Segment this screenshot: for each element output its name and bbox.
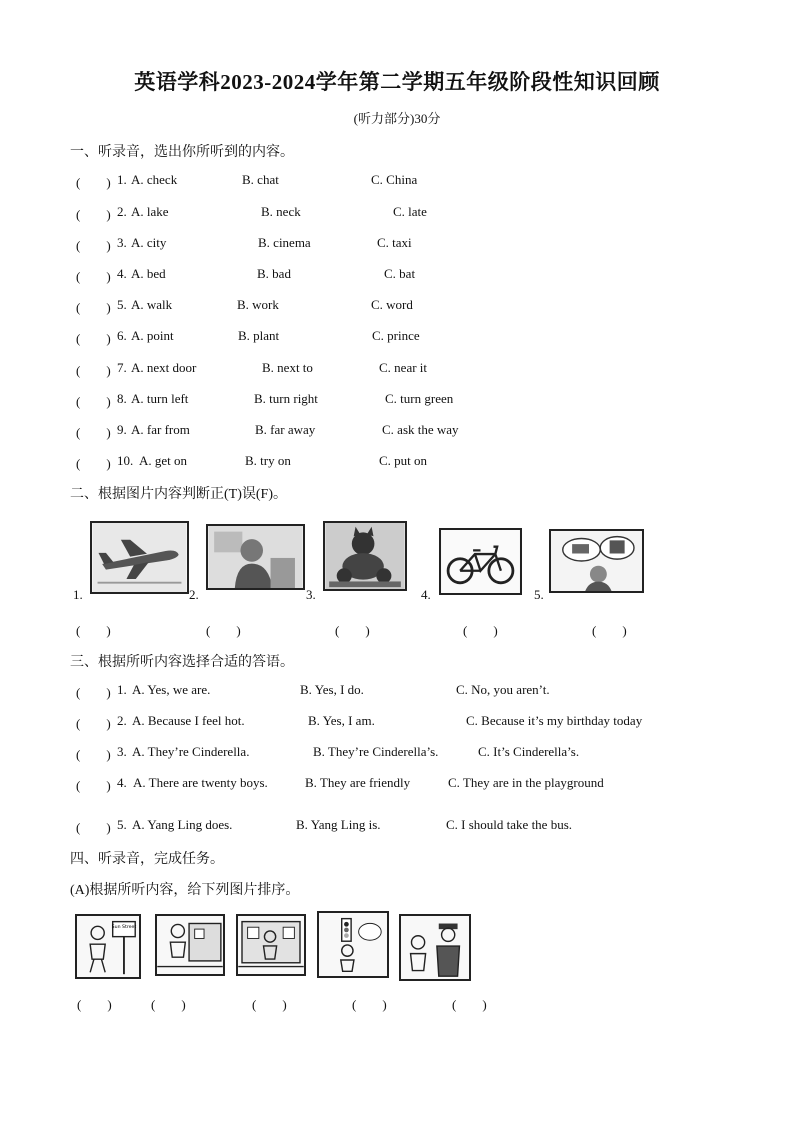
answer-bracket[interactable]: ( ) — [76, 685, 111, 700]
sequence-picture-1 — [75, 914, 141, 979]
cat-family-picture — [323, 521, 407, 591]
answer-bracket[interactable]: ( ) — [335, 623, 370, 638]
question-number: 10. — [117, 453, 134, 468]
option-b: B. They are friendly — [305, 775, 411, 790]
option-c: C. late — [393, 204, 427, 219]
option-a: A. get on — [139, 453, 188, 468]
bicycle-picture — [439, 528, 522, 595]
option-b: B. Yang Ling is. — [296, 817, 381, 832]
question-row — [0, 391, 794, 409]
sequence-picture-2 — [155, 914, 225, 976]
option-b: B. They’re Cinderella’s. — [313, 744, 439, 759]
answer-bracket[interactable]: ( ) — [76, 394, 111, 409]
option-c: C. put on — [379, 453, 428, 468]
girl-getting-off-bus-icon — [238, 916, 304, 974]
option-a: A. There are twenty boys. — [133, 775, 268, 790]
answer-bracket[interactable]: ( ) — [76, 623, 111, 638]
option-b: B. Yes, I am. — [308, 713, 375, 728]
option-a: A. city — [131, 235, 167, 250]
answer-bracket[interactable]: ( ) — [76, 425, 111, 440]
page-title: 英语学科2023-2024学年第二学期五年级阶段性知识回顾 — [134, 70, 660, 94]
airplane-picture — [90, 521, 189, 594]
option-b: B. far away — [255, 422, 316, 437]
street-sign-text: Sun Street — [111, 925, 137, 931]
question-number: 1. — [117, 172, 127, 187]
option-c: C. They are in the playground — [448, 775, 604, 790]
option-c: C. China — [371, 172, 418, 187]
option-c: C. taxi — [377, 235, 412, 250]
option-a: A. walk — [131, 297, 173, 312]
question-row — [0, 266, 794, 284]
section2-heading: 二、根据图片内容判断正(T)误(F)。 — [70, 487, 287, 502]
option-b: B. cinema — [258, 235, 311, 250]
answer-bracket[interactable]: ( ) — [76, 716, 111, 731]
question-row — [0, 360, 794, 378]
section4-subtask-a: (A)根据所听内容，给下列图片排序。 — [70, 883, 300, 898]
question-row — [0, 682, 794, 700]
answer-bracket[interactable]: ( ) — [151, 997, 186, 1012]
question-number: 2. — [117, 204, 127, 219]
answer-bracket[interactable]: ( ) — [77, 997, 112, 1012]
section1-heading: 一、听录音，选出你所听到的内容。 — [70, 145, 294, 160]
answer-bracket[interactable]: ( ) — [352, 997, 387, 1012]
question-row — [0, 744, 794, 762]
answer-bracket[interactable]: ( ) — [206, 623, 241, 638]
birthday-gift-icon — [551, 531, 642, 591]
option-b: B. Yes, I do. — [300, 682, 364, 697]
question-number: 4. — [117, 775, 127, 790]
option-b: B. work — [237, 297, 279, 312]
answer-bracket[interactable]: ( ) — [76, 747, 111, 762]
option-b: B. try on — [245, 453, 291, 468]
question-number: 5. — [117, 817, 127, 832]
picture-number: 3. — [306, 587, 316, 602]
sequence-picture-5 — [399, 914, 471, 981]
option-b: B. chat — [242, 172, 279, 187]
option-c: C. prince — [372, 328, 420, 343]
sequence-picture-4 — [317, 911, 389, 978]
question-row — [0, 453, 794, 471]
question-number: 5. — [117, 297, 127, 312]
option-b: B. bad — [257, 266, 291, 281]
girl-at-traffic-light-icon — [319, 913, 387, 976]
option-a: A. Yang Ling does. — [132, 817, 233, 832]
answer-bracket[interactable]: ( ) — [76, 820, 111, 835]
question-row — [0, 713, 794, 731]
answer-bracket[interactable]: ( ) — [76, 300, 111, 315]
girl-asking-policeman-icon — [401, 916, 469, 979]
bicycle-icon — [441, 530, 520, 593]
question-row — [0, 328, 794, 346]
answer-bracket[interactable]: ( ) — [76, 778, 111, 793]
option-c: C. ask the way — [382, 422, 459, 437]
option-a: A. Because I feel hot. — [132, 713, 245, 728]
answer-bracket[interactable]: ( ) — [463, 623, 498, 638]
option-c: C. word — [371, 297, 413, 312]
option-a: A. turn left — [131, 391, 189, 406]
option-b: B. turn right — [254, 391, 318, 406]
option-a: A. bed — [131, 266, 166, 281]
sequence-picture-3 — [236, 914, 306, 976]
section4-heading: 四、听录音，完成任务。 — [70, 852, 224, 867]
option-a: A. check — [131, 172, 178, 187]
question-number: 6. — [117, 328, 127, 343]
option-c: C. near it — [379, 360, 428, 375]
question-number: 9. — [117, 422, 127, 437]
grandfather-picture — [206, 524, 305, 590]
option-c: C. It’s Cinderella’s. — [478, 744, 580, 759]
option-c: C. turn green — [385, 391, 454, 406]
question-row — [0, 172, 794, 190]
question-number: 8. — [117, 391, 127, 406]
question-row — [0, 297, 794, 315]
option-a: A. point — [131, 328, 174, 343]
birthday-gift-picture — [549, 529, 644, 593]
question-row — [0, 204, 794, 222]
picture-number: 1. — [73, 587, 83, 602]
answer-bracket[interactable]: ( ) — [76, 207, 111, 222]
question-number: 3. — [117, 744, 127, 759]
question-number: 4. — [117, 266, 127, 281]
girl-near-bus-icon — [157, 916, 223, 974]
answer-bracket[interactable]: ( ) — [76, 269, 111, 284]
question-row — [0, 817, 794, 835]
page-subtitle: (听力部分)30分 — [353, 111, 441, 126]
question-number: 3. — [117, 235, 127, 250]
answer-bracket[interactable]: ( ) — [76, 238, 111, 253]
picture-number: 4. — [421, 587, 431, 602]
question-number: 7. — [117, 360, 127, 375]
option-a: A. Yes, we are. — [132, 682, 211, 697]
answer-bracket[interactable]: ( ) — [76, 175, 111, 190]
answer-bracket[interactable]: ( ) — [76, 363, 111, 378]
cat-family-icon — [325, 523, 405, 589]
section3-heading: 三、根据所听内容选择合适的答语。 — [70, 655, 294, 670]
answer-bracket[interactable]: ( ) — [592, 623, 627, 638]
picture-number: 2. — [189, 587, 199, 602]
option-b: B. neck — [261, 204, 301, 219]
option-a: A. far from — [131, 422, 190, 437]
question-number: 1. — [117, 682, 127, 697]
option-b: B. plant — [238, 328, 280, 343]
option-a: A. next door — [131, 360, 197, 375]
option-c: C. I should take the bus. — [446, 817, 573, 832]
option-c: C. Because it’s my birthday today — [466, 713, 643, 728]
option-c: C. bat — [384, 266, 416, 281]
answer-bracket[interactable]: ( ) — [76, 456, 111, 471]
question-number: 2. — [117, 713, 127, 728]
grandfather-icon — [208, 526, 303, 588]
answer-bracket[interactable]: ( ) — [452, 997, 487, 1012]
question-row — [0, 775, 794, 793]
option-b: B. next to — [262, 360, 313, 375]
answer-bracket[interactable]: ( ) — [76, 331, 111, 346]
airplane-icon — [92, 523, 187, 592]
picture-number: 5. — [534, 587, 544, 602]
girl-at-street-sign-icon — [77, 916, 139, 977]
answer-bracket[interactable]: ( ) — [252, 997, 287, 1012]
question-row — [0, 422, 794, 440]
option-a: A. They’re Cinderella. — [132, 744, 250, 759]
option-c: C. No, you aren’t. — [456, 682, 550, 697]
option-a: A. lake — [131, 204, 169, 219]
question-row — [0, 235, 794, 253]
